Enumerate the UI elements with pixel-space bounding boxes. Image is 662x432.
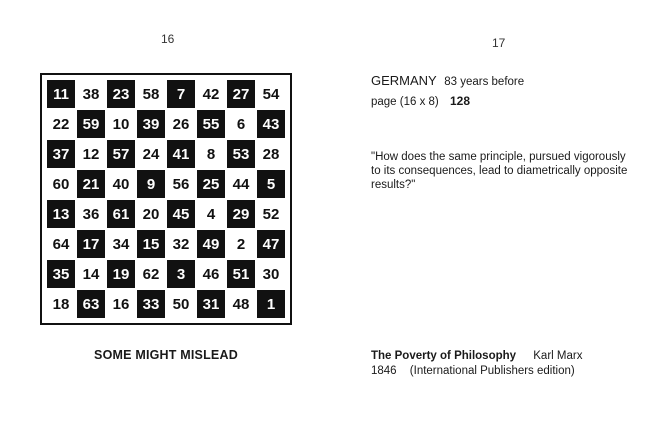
grid-cell: 61 <box>106 199 136 229</box>
grid-cell: 35 <box>46 259 76 289</box>
grid-cell: 55 <box>196 109 226 139</box>
citation-line-book <box>371 350 582 362</box>
right-page-number: 17 <box>492 36 506 50</box>
grid-cell: 7 <box>166 79 196 109</box>
grid-cell: 36 <box>76 199 106 229</box>
grid-cell: 62 <box>136 259 166 289</box>
grid-cell: 6 <box>226 109 256 139</box>
grid-cell: 42 <box>196 79 226 109</box>
citation-line-edition <box>371 365 575 377</box>
grid-cell: 19 <box>106 259 136 289</box>
board-caption: SOME MIGHT MISLEAD <box>94 348 238 362</box>
grid-cell: 15 <box>136 229 166 259</box>
grid-cell: 22 <box>46 109 76 139</box>
grid-cell: 38 <box>76 79 106 109</box>
grid-cell: 40 <box>106 169 136 199</box>
grid-cell: 28 <box>256 139 286 169</box>
grid-cell: 2 <box>226 229 256 259</box>
publication-year: 1846 <box>371 365 397 377</box>
number-square-board <box>40 73 292 325</box>
grid-cell: 32 <box>166 229 196 259</box>
country-name: GERMANY <box>371 73 437 88</box>
number-grid <box>46 79 286 319</box>
grid-cell: 43 <box>256 109 286 139</box>
grid-cell: 34 <box>106 229 136 259</box>
grid-cell: 45 <box>166 199 196 229</box>
grid-cell: 13 <box>46 199 76 229</box>
grid-cell: 56 <box>166 169 196 199</box>
grid-cell: 9 <box>136 169 166 199</box>
grid-cell: 10 <box>106 109 136 139</box>
grid-cell: 5 <box>256 169 286 199</box>
grid-cell: 26 <box>166 109 196 139</box>
grid-cell: 63 <box>76 289 106 319</box>
grid-cell: 4 <box>196 199 226 229</box>
grid-cell: 25 <box>196 169 226 199</box>
grid-cell: 46 <box>196 259 226 289</box>
grid-cell: 16 <box>106 289 136 319</box>
grid-cell: 24 <box>136 139 166 169</box>
grid-cell: 8 <box>196 139 226 169</box>
years-before: 83 years before <box>444 76 525 88</box>
grid-cell: 31 <box>196 289 226 319</box>
grid-cell: 29 <box>226 199 256 229</box>
grid-cell: 37 <box>46 139 76 169</box>
grid-cell: 54 <box>256 79 286 109</box>
grid-cell: 39 <box>136 109 166 139</box>
header-line-country <box>371 73 524 88</box>
book-author: Karl Marx <box>533 350 583 362</box>
quote-text: "How does the same principle, pursued vigorously to its consequences, lead to diametrically opposite results?" <box>371 151 628 191</box>
grid-cell: 64 <box>46 229 76 259</box>
left-page-number: 16 <box>161 32 175 46</box>
grid-cell: 20 <box>136 199 166 229</box>
grid-cell: 57 <box>106 139 136 169</box>
grid-cell: 12 <box>76 139 106 169</box>
book-title: The Poverty of Philosophy <box>371 350 517 362</box>
grid-cell: 49 <box>196 229 226 259</box>
grid-cell: 3 <box>166 259 196 289</box>
grid-cell: 41 <box>166 139 196 169</box>
grid-cell: 18 <box>46 289 76 319</box>
grid-cell: 53 <box>226 139 256 169</box>
grid-cell: 33 <box>136 289 166 319</box>
grid-cell: 11 <box>46 79 76 109</box>
grid-cell: 27 <box>226 79 256 109</box>
grid-cell: 1 <box>256 289 286 319</box>
grid-cell: 30 <box>256 259 286 289</box>
grid-cell: 50 <box>166 289 196 319</box>
grid-cell: 44 <box>226 169 256 199</box>
grid-cell: 21 <box>76 169 106 199</box>
grid-cell: 51 <box>226 259 256 289</box>
grid-cell: 17 <box>76 229 106 259</box>
page-label: page (16 x 8) <box>371 96 439 108</box>
grid-cell: 14 <box>76 259 106 289</box>
grid-cell: 59 <box>76 109 106 139</box>
header-line-page <box>371 94 470 108</box>
grid-cell: 47 <box>256 229 286 259</box>
publication-edition: (International Publishers edition) <box>409 365 575 377</box>
grid-cell: 58 <box>136 79 166 109</box>
grid-cell: 52 <box>256 199 286 229</box>
grid-cell: 23 <box>106 79 136 109</box>
page-result: 128 <box>449 94 470 108</box>
grid-cell: 60 <box>46 169 76 199</box>
grid-cell: 48 <box>226 289 256 319</box>
